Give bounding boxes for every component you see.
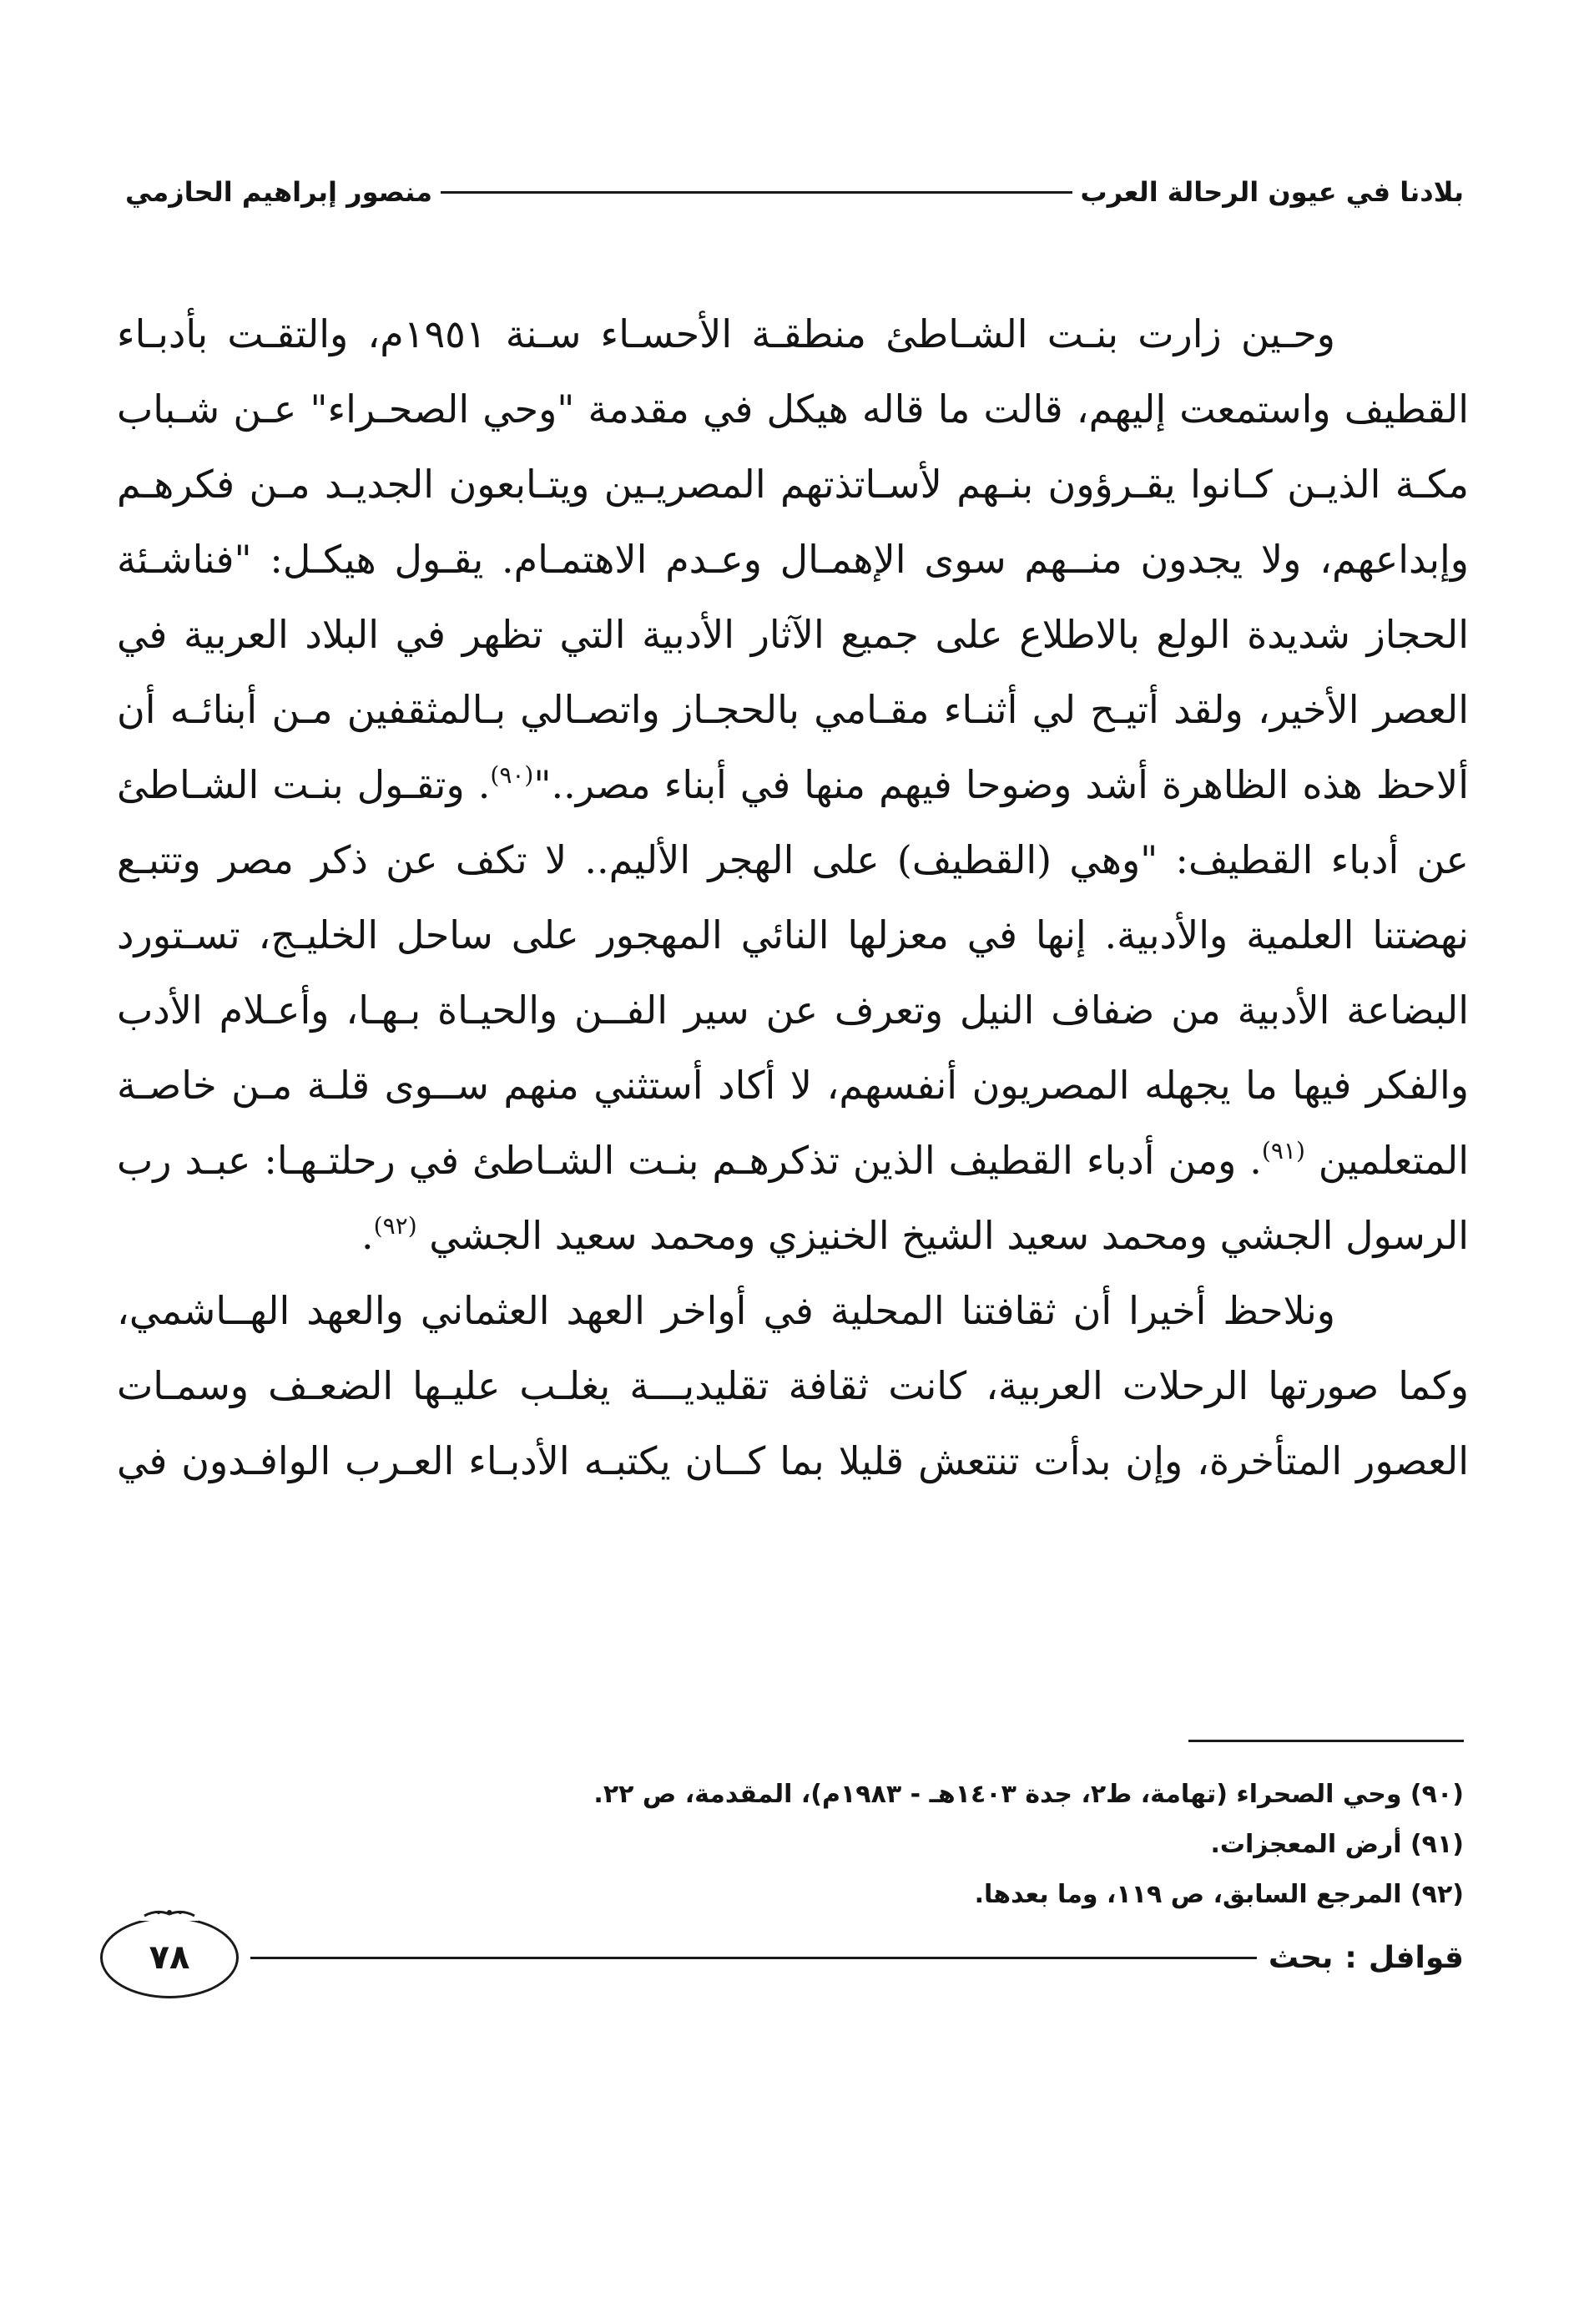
footnote-90: (٩٠) وحي الصحراء (تهامة، ط٢، جدة ١٤٠٣هـ - ١٩٨٣م)، المقدمة، ص ٢٢. [593,1780,1464,1809]
text-segment: . وتقـول بنـت الشـاطئ [117,762,491,807]
header-rule [441,191,1072,194]
text-segment: . ومن أدباء القطيف الذين تذكرهـم بنـت الشـاطئ في رحلتـهـا: عبـد رب [117,1138,1262,1183]
text-line [117,1123,1469,1198]
text-line: مكـة الذيـن كـانوا يقـرؤون بنـهم لأسـاتذتهم المصريـين ويتـابعون الجديـد مـن فكرهـم [117,462,1469,507]
footer-section: بحث [1268,1940,1334,1975]
paragraph-2 [117,1273,1469,1498]
text-line: القطيف واستمعت إليهم، قالت ما قاله هيكل في مقدمة "وحي الصحـراء" عـن شـباب [117,386,1469,432]
footnote-92: (٩٢) المرجع السابق، ص ١١٩، وما بعدها. [974,1880,1464,1909]
text-segment: ألاحظ هذه الظاهرة أشد وضوحا فيهم منها في أبناء مصر.." [533,762,1470,807]
text-line [117,1198,1469,1273]
text-line: نهضتنا العلمية والأدبية. إنها في معزلها النائي المهجور على ساحل الخليـج، تسـتورد [117,912,1469,957]
text-segment: . [361,1213,374,1258]
text-segment: المتعلمين [1304,1138,1469,1183]
footer-separator: : [1344,1940,1357,1975]
text-line: عن أدباء القطيف: "وهي (القطيف) على الهجر الأليم.. لا تكف عن ذكر مصر وتتبـع [117,837,1469,882]
footnote-reference-92[interactable]: (٩٢) [373,1212,417,1240]
footnote-reference-90[interactable]: (٩٠) [490,761,534,789]
header-author: منصور إبراهيم الحازمي [125,176,433,208]
footer-journal-name: قوافل [1368,1940,1464,1975]
text-line: وكما صورتها الرحلات العربية، كانت ثقافة تقليديـــة يغلـب عليـها الضعـف وسمـات [117,1363,1469,1408]
page-number: ٧٨ [149,1938,190,1977]
header-book-title: بلادنا في عيون الرحالة العرب [1080,176,1464,208]
running-header [125,167,1464,217]
text-line: العصر الأخير، ولقد أتيـح لي أثنـاء مقـامي بالحجـاز واتصـالي بـالمثقفين مـن أبنائـه أن [117,687,1469,732]
footnote-reference-91[interactable]: (٩١) [1261,1137,1305,1165]
text-line: وإبداعهم، ولا يجدون منــهم سوى الإهمـال وعـدم الاهتمـام. يقـول هيكـل: "فناشـئة [117,537,1469,582]
footnote-91: (٩١) أرض المعجزات. [1210,1830,1464,1859]
text-line: والفكر فيها ما يجهله المصريون أنفسهم، لا أكاد أستثني منهم ســوى قلـة مـن خاصـة [117,1063,1469,1108]
text-line: العصور المتأخرة، وإن بدأت تنتعش قليلا بما كــان يكتبـه الأدبـاء العـرب الوافـدون في [117,1438,1469,1483]
paragraph-1 [117,296,1469,1273]
footer-rule [250,1957,1257,1959]
text-line: وحـين زارت بنـت الشـاطئ منطقـة الأحسـاء سـنة ١٩٥١م، والتقـت بأدبـاء [117,311,1335,356]
footnotes [125,1770,1464,1920]
page-footer [100,1912,1464,2003]
page-number-badge [100,1917,239,1998]
text-line [117,747,1469,822]
main-text [117,296,1469,1498]
text-segment: الرسول الجشي ومحمد سعيد الشيخ الخنيزي ومحمد سعيد الجشي [416,1213,1469,1258]
text-line: الحجاز شديدة الولع بالاطلاع على جميع الآثار الأدبية التي تظهر في البلاد العربية في [117,612,1469,657]
text-line: البضاعة الأدبية من ضفاف النيل وتعرف عن سير الفــن والحيـاة بـهـا، وأعـلام الأدب [117,988,1469,1033]
footnote-separator [1188,1740,1464,1742]
ornament-icon [140,1907,199,1921]
text-line: ونلاحظ أخيرا أن ثقافتنا المحلية في أواخر العهد العثماني والعهد الهــاشمي، [117,1288,1335,1333]
